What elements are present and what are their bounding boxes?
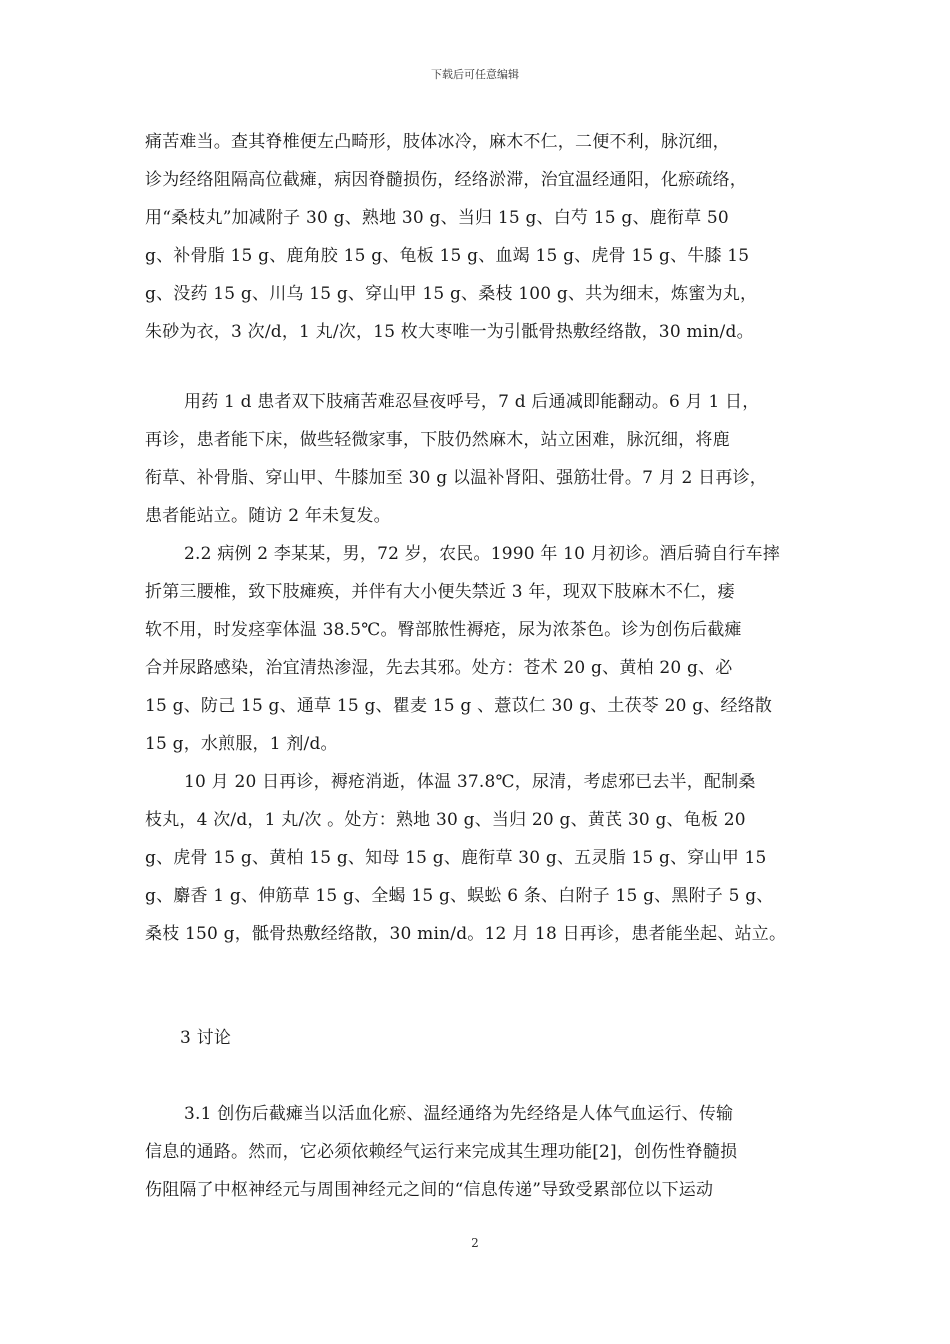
text-line: 患者能站立。随访 2 年未复发。	[145, 506, 391, 526]
text-line: g、麝香 1 g、伸筋草 15 g、全蝎 15 g、蜈蚣 6 条、白附子 15 g、黑附子 5 g、	[145, 886, 774, 906]
text-line: 软不用，时发痉挛体温 38.5℃。臀部脓性褥疮，尿为浓茶色。诊为创伤后截瘫	[145, 620, 742, 640]
text-line: 折第三腰椎，致下肢瘫痪，并伴有大小便失禁近 3 年，现双下肢麻木不仁，痿	[145, 582, 735, 602]
text-line: 用药 1 d 患者双下肢痛苦难忍昼夜呼号，7 d 后通减即能翻动。6 月 1 日，	[184, 392, 760, 412]
text-line: 15 g、防己 15 g、通草 15 g、瞿麦 15 g 、薏苡仁 30 g、土茯苓 20 g、经络散	[145, 696, 773, 716]
text-line: 3.1 创伤后截瘫当以活血化瘀、温经通络为先经络是人体气血运行、传输	[184, 1104, 734, 1124]
text-line: 15 g，水煎服，1 剂/d。	[145, 734, 338, 754]
section-heading: 3 讨论	[180, 1028, 232, 1048]
text-line: 10 月 20 日再诊，褥疮消逝，体温 37.8℃，尿清，考虑邪已去半，配制桑	[184, 772, 756, 792]
text-line: 痛苦难当。查其脊椎便左凸畸形，肢体冰冷，麻木不仁，二便不利，脉沉细，	[145, 132, 730, 152]
text-line: g、虎骨 15 g、黄柏 15 g、知母 15 g、鹿衔草 30 g、五灵脂 15 g、穿山甲 15	[145, 848, 767, 868]
text-line: 合并尿路感染，治宜清热渗湿，先去其邪。处方：苍术 20 g、黄柏 20 g、必	[145, 658, 733, 678]
page-number: 2	[471, 1236, 479, 1250]
text-line: 用“桑枝丸”加减附子 30 g、熟地 30 g、当归 15 g、白芍 15 g、鹿衔草 50	[145, 208, 729, 228]
text-line: g、没药 15 g、川乌 15 g、穿山甲 15 g、桑枝 100 g、共为细末，炼蜜为丸，	[145, 284, 758, 304]
text-line: 伤阻隔了中枢神经元与周围神经元之间的“信息传递”导致受累部位以下运动	[145, 1180, 714, 1200]
text-line: 枝丸，4 次/d，1 丸/次 。处方：熟地 30 g、当归 20 g、黄芪 30 g、龟板 20	[145, 810, 746, 830]
text-line: 再诊，患者能下床，做些轻微家事，下肢仍然麻木，站立困难，脉沉细，将鹿	[145, 430, 730, 450]
text-line: 桑枝 150 g，骶骨热敷经络散，30 min/d。12 月 18 日再诊，患者能坐起、站立。	[145, 924, 787, 944]
text-line: 衔草、补骨脂、穿山甲、牛膝加至 30 g 以温补肾阳、强筋壮骨。7 月 2 日再诊，	[145, 468, 767, 488]
text-line: 诊为经络阻隔高位截瘫，病因脊髓损伤，经络淤滞，治宜温经通阳，化瘀疏络，	[145, 170, 747, 190]
text-line: g、补骨脂 15 g、鹿角胶 15 g、龟板 15 g、血竭 15 g、虎骨 15 g、牛膝 15	[145, 246, 750, 266]
text-line: 2.2 病例 2 李某某，男，72 岁，农民。1990 年 10 月初诊。酒后骑自行车摔	[184, 544, 781, 564]
text-line: 朱砂为衣，3 次/d，1 丸/次，15 枚大枣唯一为引骶骨热敷经络散，30 min/d。	[145, 322, 754, 342]
text-line: 信息的通路。然而，它必须依赖经气运行来完成其生理功能[2]，创伤性脊髓损	[145, 1142, 738, 1162]
page-header: 下载后可任意编辑	[431, 68, 519, 81]
